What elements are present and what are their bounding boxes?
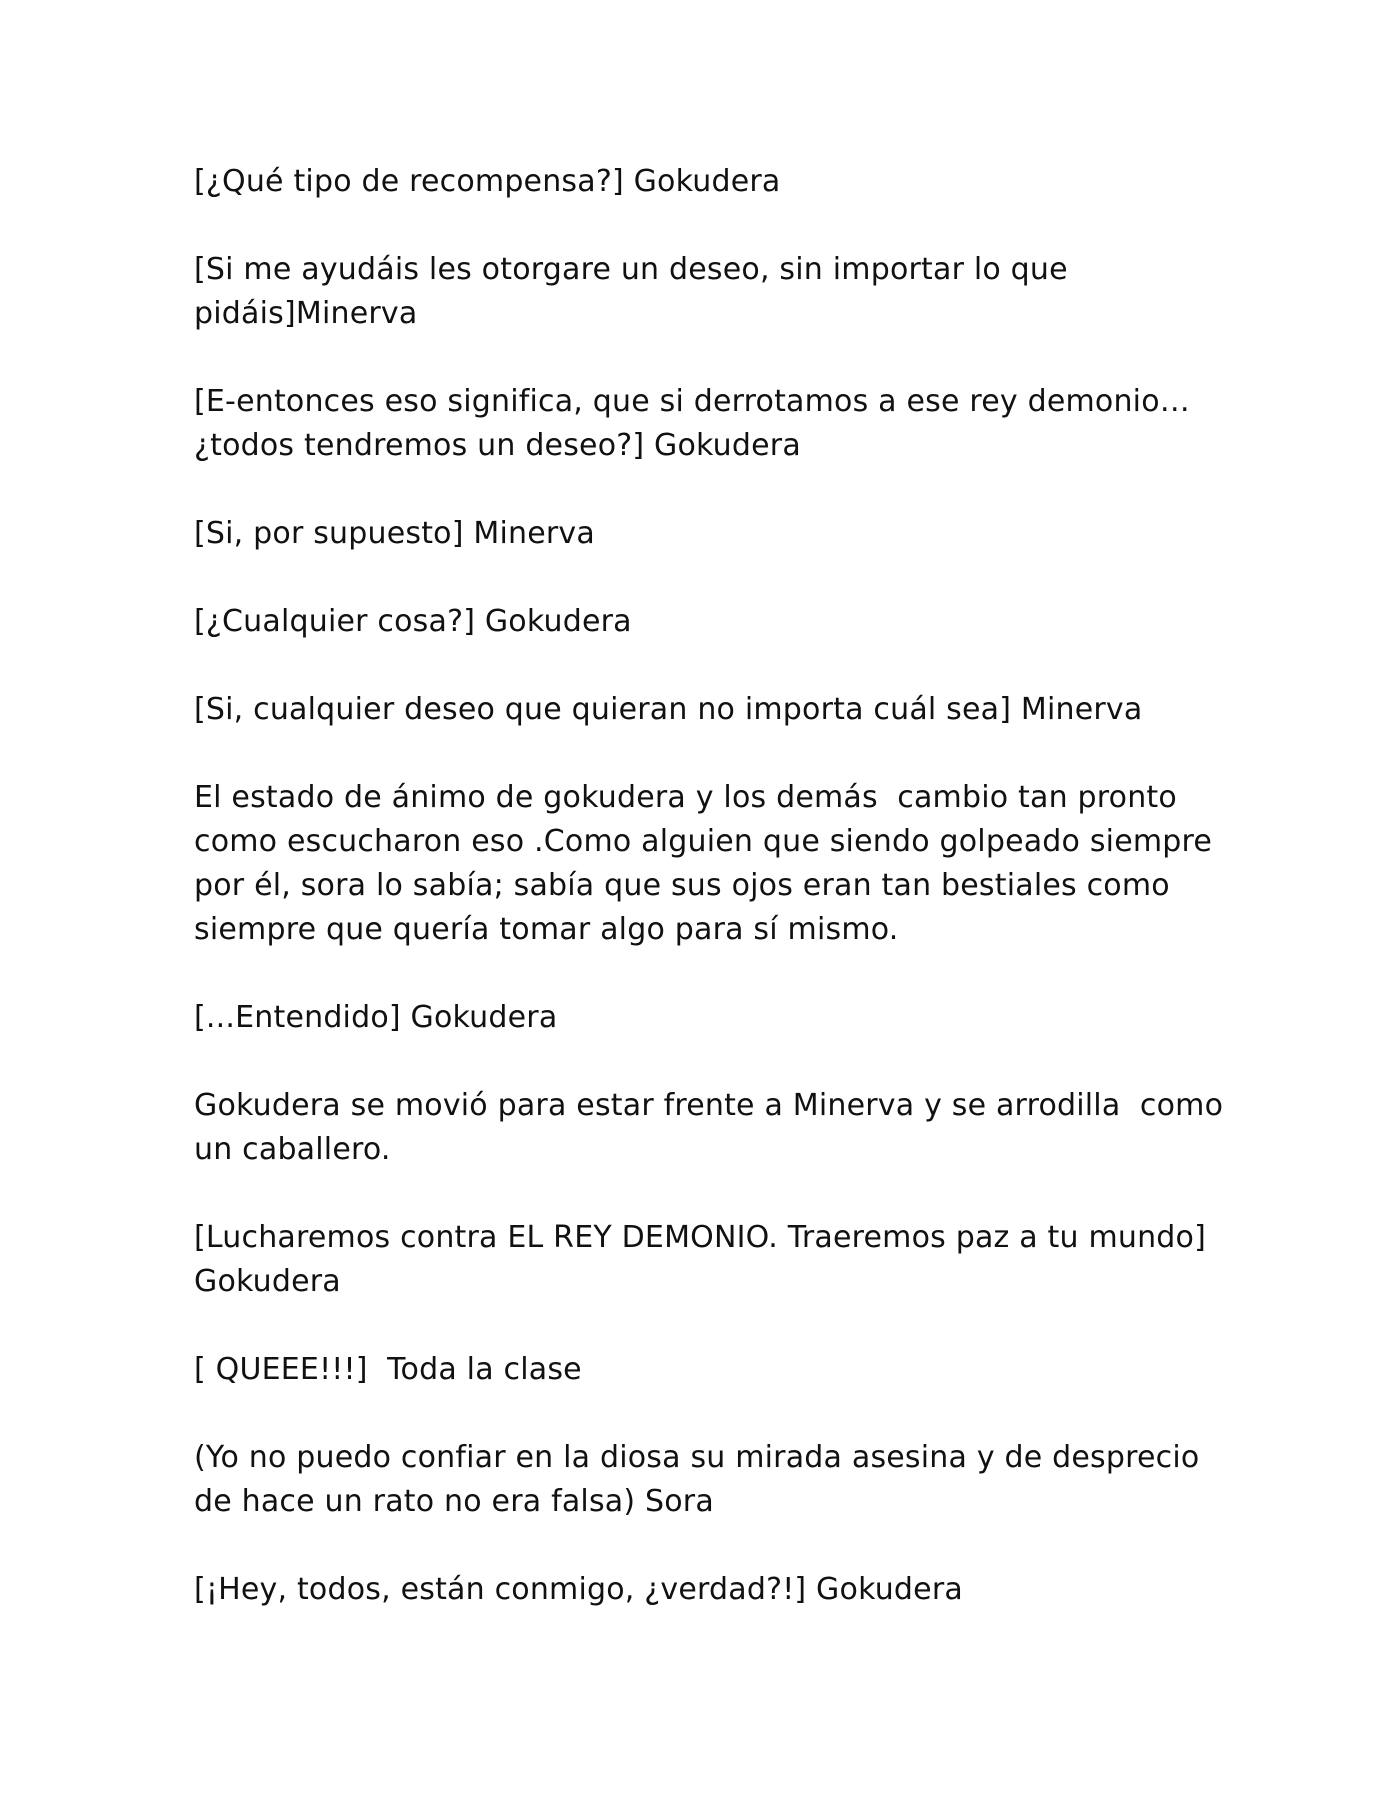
paragraph-1: [¿Qué tipo de recompensa?] Gokudera	[194, 164, 781, 199]
paragraph-2: [Si me ayudáis les otorgare un deseo, sin importar lo que pidáis]Minerva	[194, 252, 1078, 331]
paragraph-9: Gokudera se movió para estar frente a Minerva y se arrodilla como un caballero.	[194, 1088, 1233, 1167]
paragraph-12: (Yo no puedo confiar en la diosa su mirada asesina y de desprecio de hace un rato no era falsa) Sora	[194, 1440, 1210, 1519]
paragraph-3: [E-entonces eso significa, que si derrotamos a ese rey demonio… ¿todos tendremos un deseo?] Gokudera	[194, 384, 1200, 463]
paragraph-13: [¡Hey, todos, están conmigo, ¿verdad?!] Gokudera	[194, 1572, 963, 1607]
paragraph-5: [¿Cualquier cosa?] Gokudera	[194, 604, 632, 639]
paragraph-6: [Si, cualquier deseo que quieran no importa cuál sea] Minerva	[194, 692, 1143, 727]
paragraph-11: [ QUEEE!!!] Toda la clase	[194, 1352, 582, 1387]
document-body	[194, 160, 1233, 1656]
paragraph-8: [...Entendido] Gokudera	[194, 1000, 558, 1035]
paragraph-10: [Lucharemos contra EL REY DEMONIO. Traeremos paz a tu mundo] Gokudera	[194, 1220, 1216, 1299]
paragraph-4: [Si, por supuesto] Minerva	[194, 516, 595, 551]
paragraph-7: El estado de ánimo de gokudera y los demás cambio tan pronto como escucharon eso .Como alguien que siendo golpeado siempre por él, sora lo sabía; sabía que sus ojos eran tan bestiales como siempre que quería tomar algo para sí mismo.	[194, 780, 1222, 947]
